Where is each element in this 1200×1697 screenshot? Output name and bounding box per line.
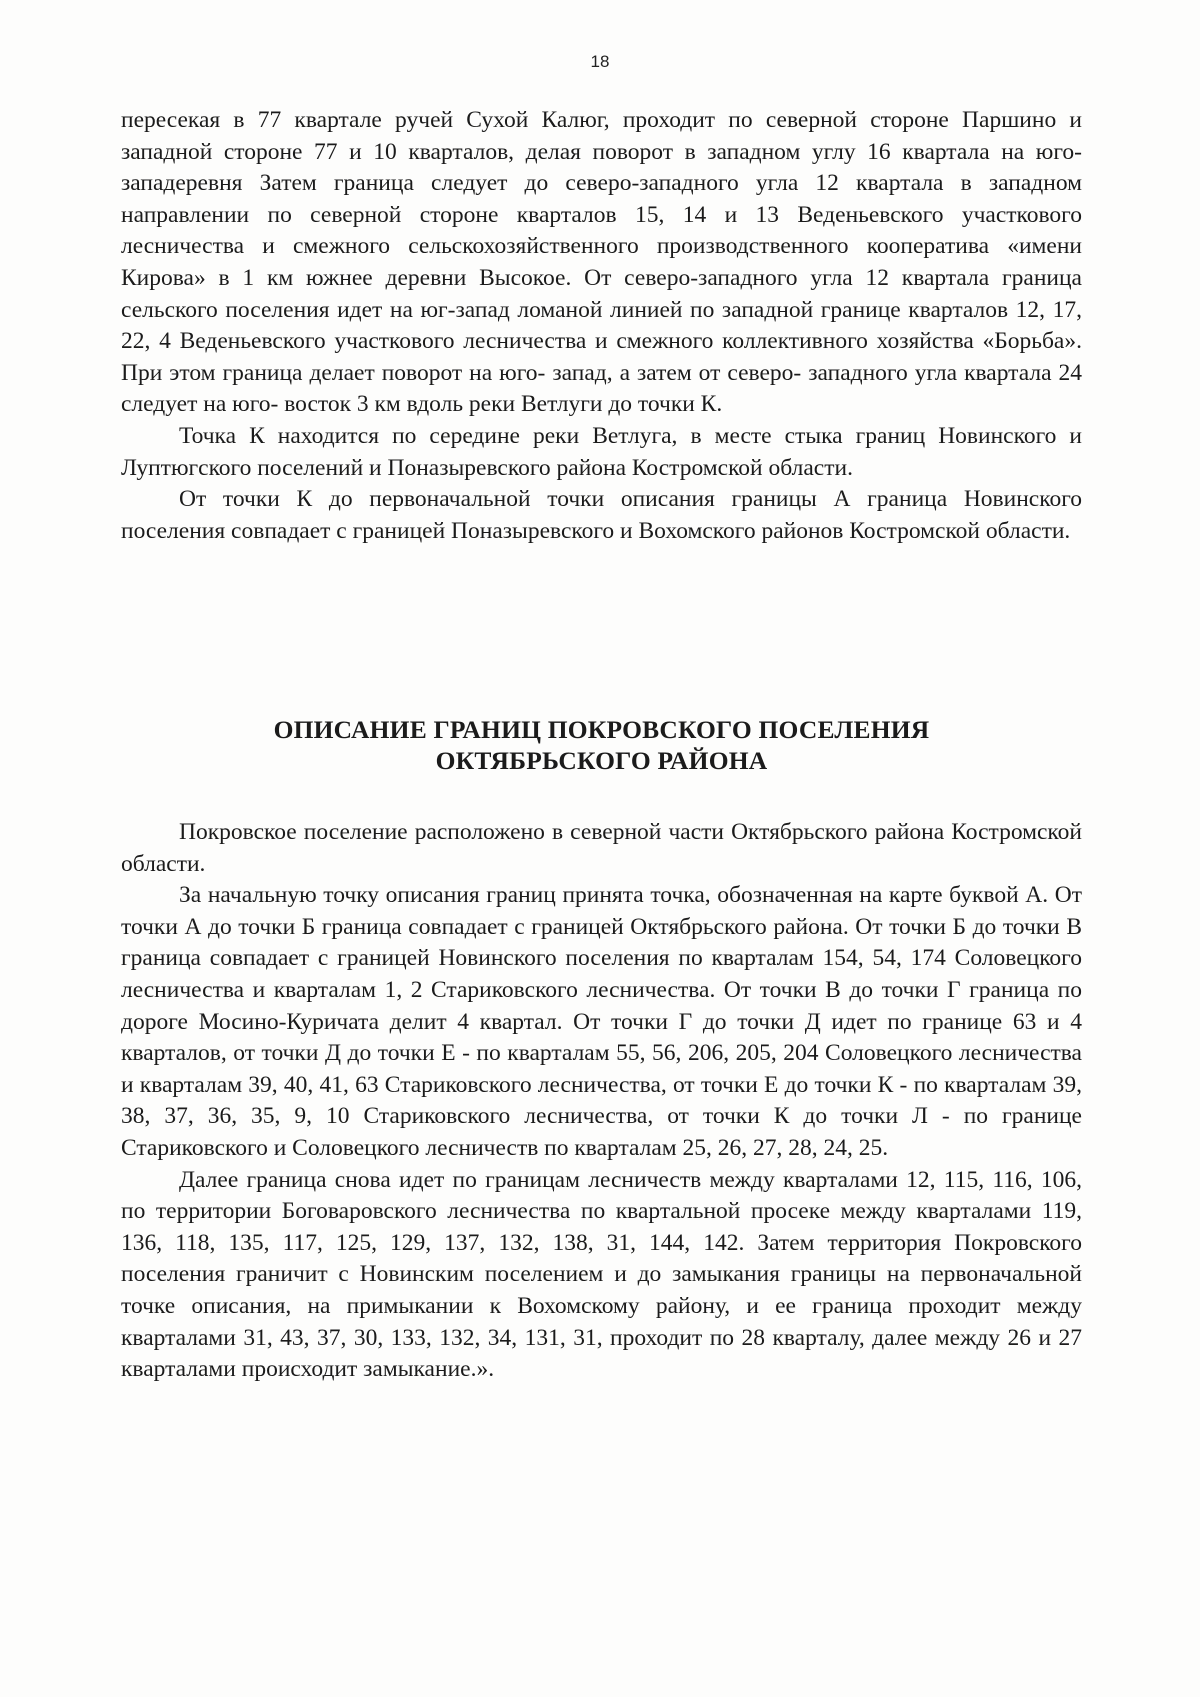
section-heading	[121, 714, 1082, 776]
paragraph-from-point-k: От точки К до первоначальной точки описания границы А граница Новинского поселения совпадает с границей Поназыревского и Вохомского районов Костромской области.	[121, 486, 1082, 544]
paragraph-start-point: За начальную точку описания границ принята точка, обозначенная на карте буквой А. От точки А до точки Б граница совпадает с границей Октябрьского района. От точки Б до точки В граница совпадает с границей Новинского поселения по кварталам 154, 54, 174 Соловецкого лесничества и кварталам 1, 2 Стариковского лесничества. От точки В до точки Г граница по дороге Мосино-Куричата делит 4 квартал. От точки Г до точки Д идет по границе 63 и 4 кварталов, от точки Д до точки Е - по кварталам 55, 56, 206, 205, 204 Соловецкого лесничества и кварталам 39, 40, 41, 63 Стариковского лесничества, от точки Е до точки К - по кварталам 39, 38, 37, 36, 35, 9, 10 Стариковского лесничества, от точки К до точки Л - по границе Стариковского и Соловецкого лесничеств по кварталам 25, 26, 27, 28, 24, 25.	[121, 882, 1082, 1161]
top-text-block	[121, 105, 1082, 547]
heading-line-2: ОКТЯБРЬСКОГО РАЙОНА	[435, 746, 768, 775]
bottom-text-block	[121, 817, 1082, 1386]
heading-line-1: ОПИСАНИЕ ГРАНИЦ ПОКРОВСКОГО ПОСЕЛЕНИЯ	[273, 715, 930, 744]
page-number: 18	[590, 52, 610, 71]
paragraph-further-boundary: Далее граница снова идет по границам лесничеств между кварталами 12, 115, 116, 106, по территории Боговаровского лесничества по квартальной просеке между кварталами 119, 136, 118, 135, 117, 125, 129, 137, 132, 138, 31, 144, 142. Затем территория Покровского поселения граничит с Новинским поселением и до замыкания границы на первоначальной точке описания, на примыкании к Вохомскому району, и ее граница проходит между кварталами 31, 43, 37, 30, 133, 132, 34, 131, 31, проходит по 28 кварталу, далее между 26 и 27 кварталами происходит замыкание.».	[121, 1166, 1082, 1383]
paragraph-continued: пересекая в 77 квартале ручей Сухой Калюг, проходит по северной стороне Паршино и западной стороне 77 и 10 кварталов, делая поворот в западном углу 16 квартала на юго-западеревня Затем граница следует до северо-западного угла 12 квартала в западном направлении по северной стороне кварталов 15, 14 и 13 Веденьевского участкового лесничества и смежного сельскохозяйственного производственного кооператива «имени Кирова» в 1 км южнее деревни Высокое. От северо-западного угла 12 квартала граница сельского поселения идет на юг-запад ломаной линией по западной границе кварталов 12, 17, 22, 4 Веденьевского участкового лесничества и смежного коллективного хозяйства «Борьба». При этом граница делает поворот на юго- запад, а затем от северо- западного угла квартала 24 следует на юго- восток 3 км вдоль реки Ветлуги до точки К.	[121, 107, 1082, 418]
paragraph-point-k: Точка К находится по середине реки Ветлуга, в месте стыка границ Новинского и Луптюгского поселений и Поназыревского района Костромской области.	[121, 422, 1082, 481]
paragraph-location: Покровское поселение расположено в северной части Октябрьского района Костромской области.	[121, 819, 1082, 877]
